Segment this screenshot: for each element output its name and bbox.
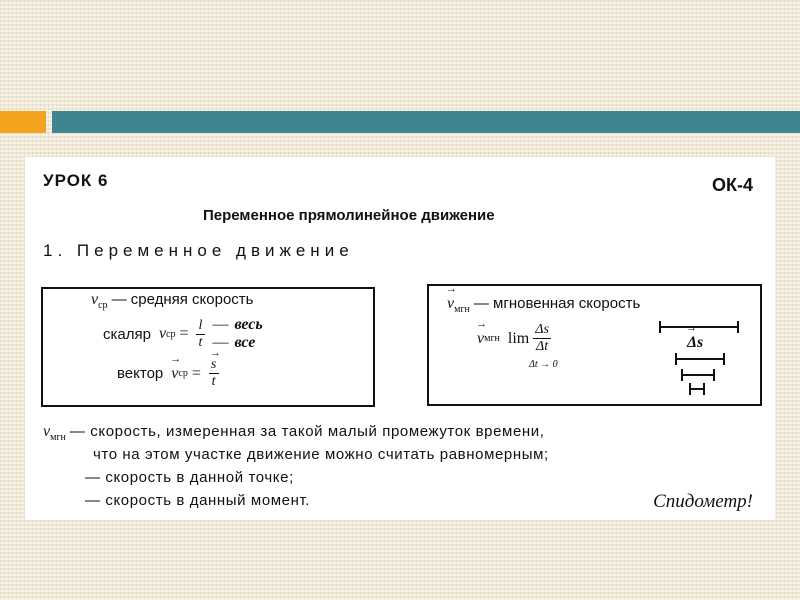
- scanned-document: [25, 157, 775, 520]
- limit-subscript: Δt → 0: [529, 359, 558, 370]
- speedometer-note: Спидометр!: [653, 491, 753, 512]
- definition-line-2: что на этом участке движение можно считать равномерным;: [93, 446, 549, 463]
- definition-line-1: $v_{мгн}$ — скорость, измеренная за такой малый промежуток времени,: [43, 423, 545, 444]
- definition-line-3: — скорость в данной точке;: [85, 469, 294, 486]
- document-title: Переменное прямолинейное движение: [203, 207, 495, 224]
- document-code: ОК-4: [712, 175, 753, 195]
- limit-formula: → v мгн lim $\frac{\Delta s}{\Delta t}$: [477, 322, 555, 355]
- instant-velocity-line: → $v_{мгн}$ — мгновенная скорость: [447, 295, 640, 315]
- displacement-segment-1: [659, 326, 739, 328]
- displacement-segment-4: [689, 388, 705, 390]
- displacement-label: → Δs: [687, 334, 703, 352]
- section-heading: 1. Переменное движение: [43, 241, 354, 260]
- displacement-segment-3: [681, 374, 715, 376]
- avg-velocity-line: $v_{ср}$ — средняя скорость: [91, 291, 254, 312]
- scalar-fraction: $\frac{l}{t}$: [196, 318, 206, 351]
- scalar-annotations: — весь — все: [212, 316, 263, 351]
- scalar-formula: скаляр v ср = $\frac{l}{t}$ — весь — все: [103, 316, 263, 351]
- vector-fraction: → $\frac{s}{t}$: [208, 357, 219, 390]
- accent-bar-teal: [52, 111, 800, 133]
- vector-formula: вектор → v ср = → $\frac{s}{t}$: [117, 357, 222, 390]
- accent-bar-orange: [0, 111, 46, 133]
- limit-fraction: $\frac{\Delta s}{\Delta t}$: [532, 322, 552, 355]
- instant-velocity-box: [427, 284, 762, 406]
- displacement-segment-2: [675, 358, 725, 360]
- lesson-heading: УРОК 6: [43, 171, 109, 190]
- definition-line-4: — скорость в данный момент.: [85, 492, 311, 509]
- average-velocity-box: [41, 287, 375, 407]
